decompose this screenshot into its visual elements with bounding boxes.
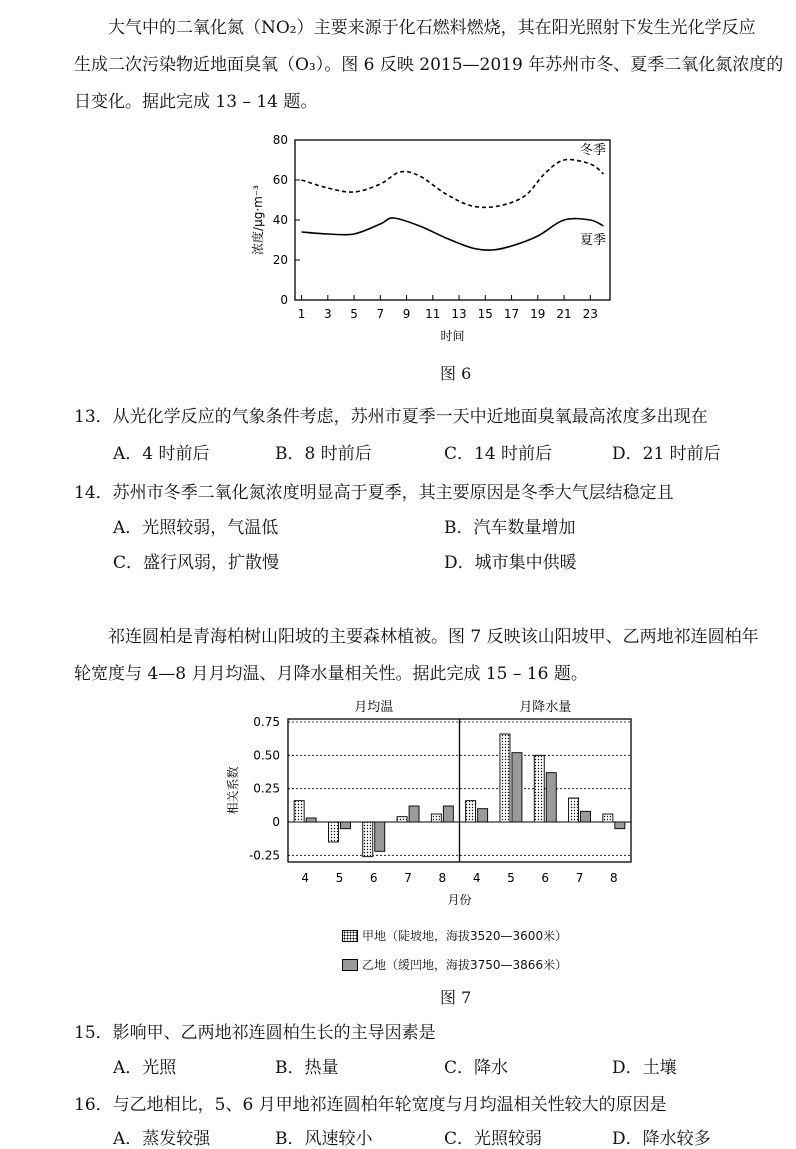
bar-yi	[546, 773, 556, 822]
bar-jia	[363, 822, 373, 857]
x-tick-label: 4	[472, 871, 481, 885]
y-tick-label: 0.50	[253, 748, 280, 763]
question-13-option-d[interactable]: D．21 时前后	[612, 444, 721, 464]
question-14-option-d[interactable]: D．城市集中供暖	[444, 553, 577, 573]
x-tick-label: 3	[323, 307, 332, 321]
bar-yi	[409, 806, 419, 822]
passage-2-line-2: 轮宽度与 4—8 月月均温、月降水量相关性。据此完成 15 – 16 题。	[74, 664, 588, 684]
x-tick-label: 4	[301, 871, 309, 885]
question-13-option-b[interactable]: B．8 时前后	[275, 444, 372, 464]
bar-yi	[581, 811, 591, 822]
x-tick-label: 8	[438, 871, 447, 885]
question-16-option-c[interactable]: C．光照较弱	[444, 1129, 543, 1149]
question-13-option-a[interactable]: A．4 时前后	[113, 444, 210, 464]
passage-2	[74, 619, 786, 693]
passage-1-line-1: 大气中的二氧化氮（NO₂）主要来源于化石燃料燃烧，其在阳光照射下发生光化学反应	[108, 18, 756, 38]
y-tick-label: -0.25	[248, 848, 280, 863]
figure-6-caption: 图 6	[440, 364, 472, 383]
series-winter-line	[302, 160, 604, 208]
question-16-option-b[interactable]: B．风速较小	[275, 1129, 373, 1149]
question-15-stem: 15．影响甲、乙两地祁连圆柏生长的主导因素是	[74, 1023, 436, 1043]
y-tick-label: 80	[272, 133, 288, 147]
y-axis-title: 浓度/μg·m⁻³	[251, 185, 265, 255]
question-15-option-c[interactable]: C．降水	[444, 1058, 509, 1078]
x-tick-label: 7	[376, 307, 385, 321]
question-14-option-b[interactable]: B．汽车数量增加	[444, 518, 576, 538]
bar-jia	[500, 734, 510, 822]
x-tick-label: 19	[530, 307, 546, 321]
legend-yi	[342, 956, 567, 973]
legend-jia-swatch	[342, 930, 358, 942]
x-tick-label: 8	[610, 871, 618, 885]
x-tick-label: 7	[575, 871, 584, 885]
y-tick-label: 40	[272, 213, 288, 227]
question-14-option-c[interactable]: C．盛行风弱，扩散慢	[113, 553, 280, 573]
legend-jia-label: 甲地（陡坡地，海拔3520—3600米）	[362, 929, 568, 943]
x-tick-label: 7	[404, 871, 412, 885]
bar-jia	[328, 822, 338, 842]
x-axis-title: 时间	[440, 329, 465, 343]
passage-1-line-2: 生成二次污染物近地面臭氧（O₃）。图 6 反映 2015—2019 年苏州市冬、夏季二氧化氮浓度的	[74, 55, 784, 75]
y-tick-label: 60	[272, 173, 288, 187]
y-tick-label: 0.25	[253, 781, 280, 796]
question-15-option-b[interactable]: B．热量	[275, 1058, 339, 1078]
bar-yi	[340, 822, 350, 829]
x-tick-label: 23	[582, 307, 598, 321]
x-tick-label: 5	[335, 871, 344, 885]
figure-7-caption: 图 7	[440, 988, 472, 1007]
x-tick-label: 13	[451, 307, 467, 321]
question-13-stem: 13．从光化学反应的气象条件考虑，苏州市夏季一天中近地面臭氧最高浓度多出现在	[74, 407, 708, 427]
bar-jia	[603, 814, 613, 822]
y-tick-label: 0	[280, 293, 288, 307]
bar-jia	[397, 817, 407, 822]
bar-yi	[512, 753, 522, 822]
x-tick-label: 5	[350, 307, 358, 321]
x-tick-label: 11	[425, 307, 441, 321]
legend-yi-label: 乙地（缓凹地，海拔3750—3866米）	[362, 958, 568, 972]
legend-yi-swatch	[342, 959, 358, 971]
x-tick-label: 6	[369, 871, 378, 885]
question-14-stem: 14．苏州市冬季二氧化氮浓度明显高于夏季，其主要原因是冬季大气层结稳定且	[74, 483, 674, 503]
series-summer-label: 夏季	[580, 233, 607, 248]
question-15-option-d[interactable]: D．土壤	[612, 1058, 677, 1078]
y-axis-title: 相关系数	[226, 766, 240, 815]
passage-2-line-1: 祁连圆柏是青海柏树山阳坡的主要森林植被。图 7 反映该山阳坡甲、乙两地祁连圆柏年	[108, 627, 759, 647]
passage-1-line-3: 日变化。据此完成 13 – 14 题。	[74, 92, 318, 112]
bar-yi	[306, 818, 316, 822]
x-axis-title: 月份	[447, 893, 472, 907]
bar-jia	[466, 801, 476, 822]
x-tick-label: 5	[507, 871, 515, 885]
series-summer-line	[302, 218, 607, 250]
x-tick-label: 1	[297, 307, 306, 321]
bar-jia	[431, 814, 441, 822]
y-tick-label: 20	[272, 253, 288, 267]
panel-title: 月均温	[354, 700, 394, 715]
question-16-option-d[interactable]: D．降水较多	[612, 1129, 711, 1149]
question-16-option-a[interactable]: A．蒸发较强	[113, 1129, 211, 1149]
series-winter-label: 冬季	[580, 143, 607, 158]
x-tick-label: 17	[503, 307, 520, 321]
x-tick-label: 15	[477, 307, 493, 321]
x-tick-label: 6	[541, 871, 550, 885]
panel-title: 月降水量	[519, 700, 572, 715]
x-tick-label: 21	[556, 307, 572, 321]
bar-yi	[375, 822, 385, 851]
question-14-option-a[interactable]: A．光照较弱，气温低	[113, 518, 279, 538]
bar-jia	[534, 755, 544, 822]
x-tick-label: 9	[402, 307, 411, 321]
question-13-option-c[interactable]: C．14 时前后	[444, 444, 553, 464]
question-16-stem: 16．与乙地相比，5、6 月甲地祁连圆柏年轮宽度与月均温相关性较大的原因是	[74, 1095, 667, 1115]
bar-yi	[615, 822, 625, 829]
question-15-option-a[interactable]: A．光照	[113, 1058, 177, 1078]
bar-jia	[294, 801, 304, 822]
passage-1	[74, 10, 786, 121]
bar-yi	[478, 809, 488, 822]
y-tick-label: 0	[272, 815, 280, 829]
figure-7-bar-chart	[0, 692, 796, 912]
bar-jia	[569, 798, 579, 822]
legend-jia	[342, 927, 567, 944]
bar-yi	[443, 806, 453, 822]
y-tick-label: 0.75	[253, 715, 280, 729]
